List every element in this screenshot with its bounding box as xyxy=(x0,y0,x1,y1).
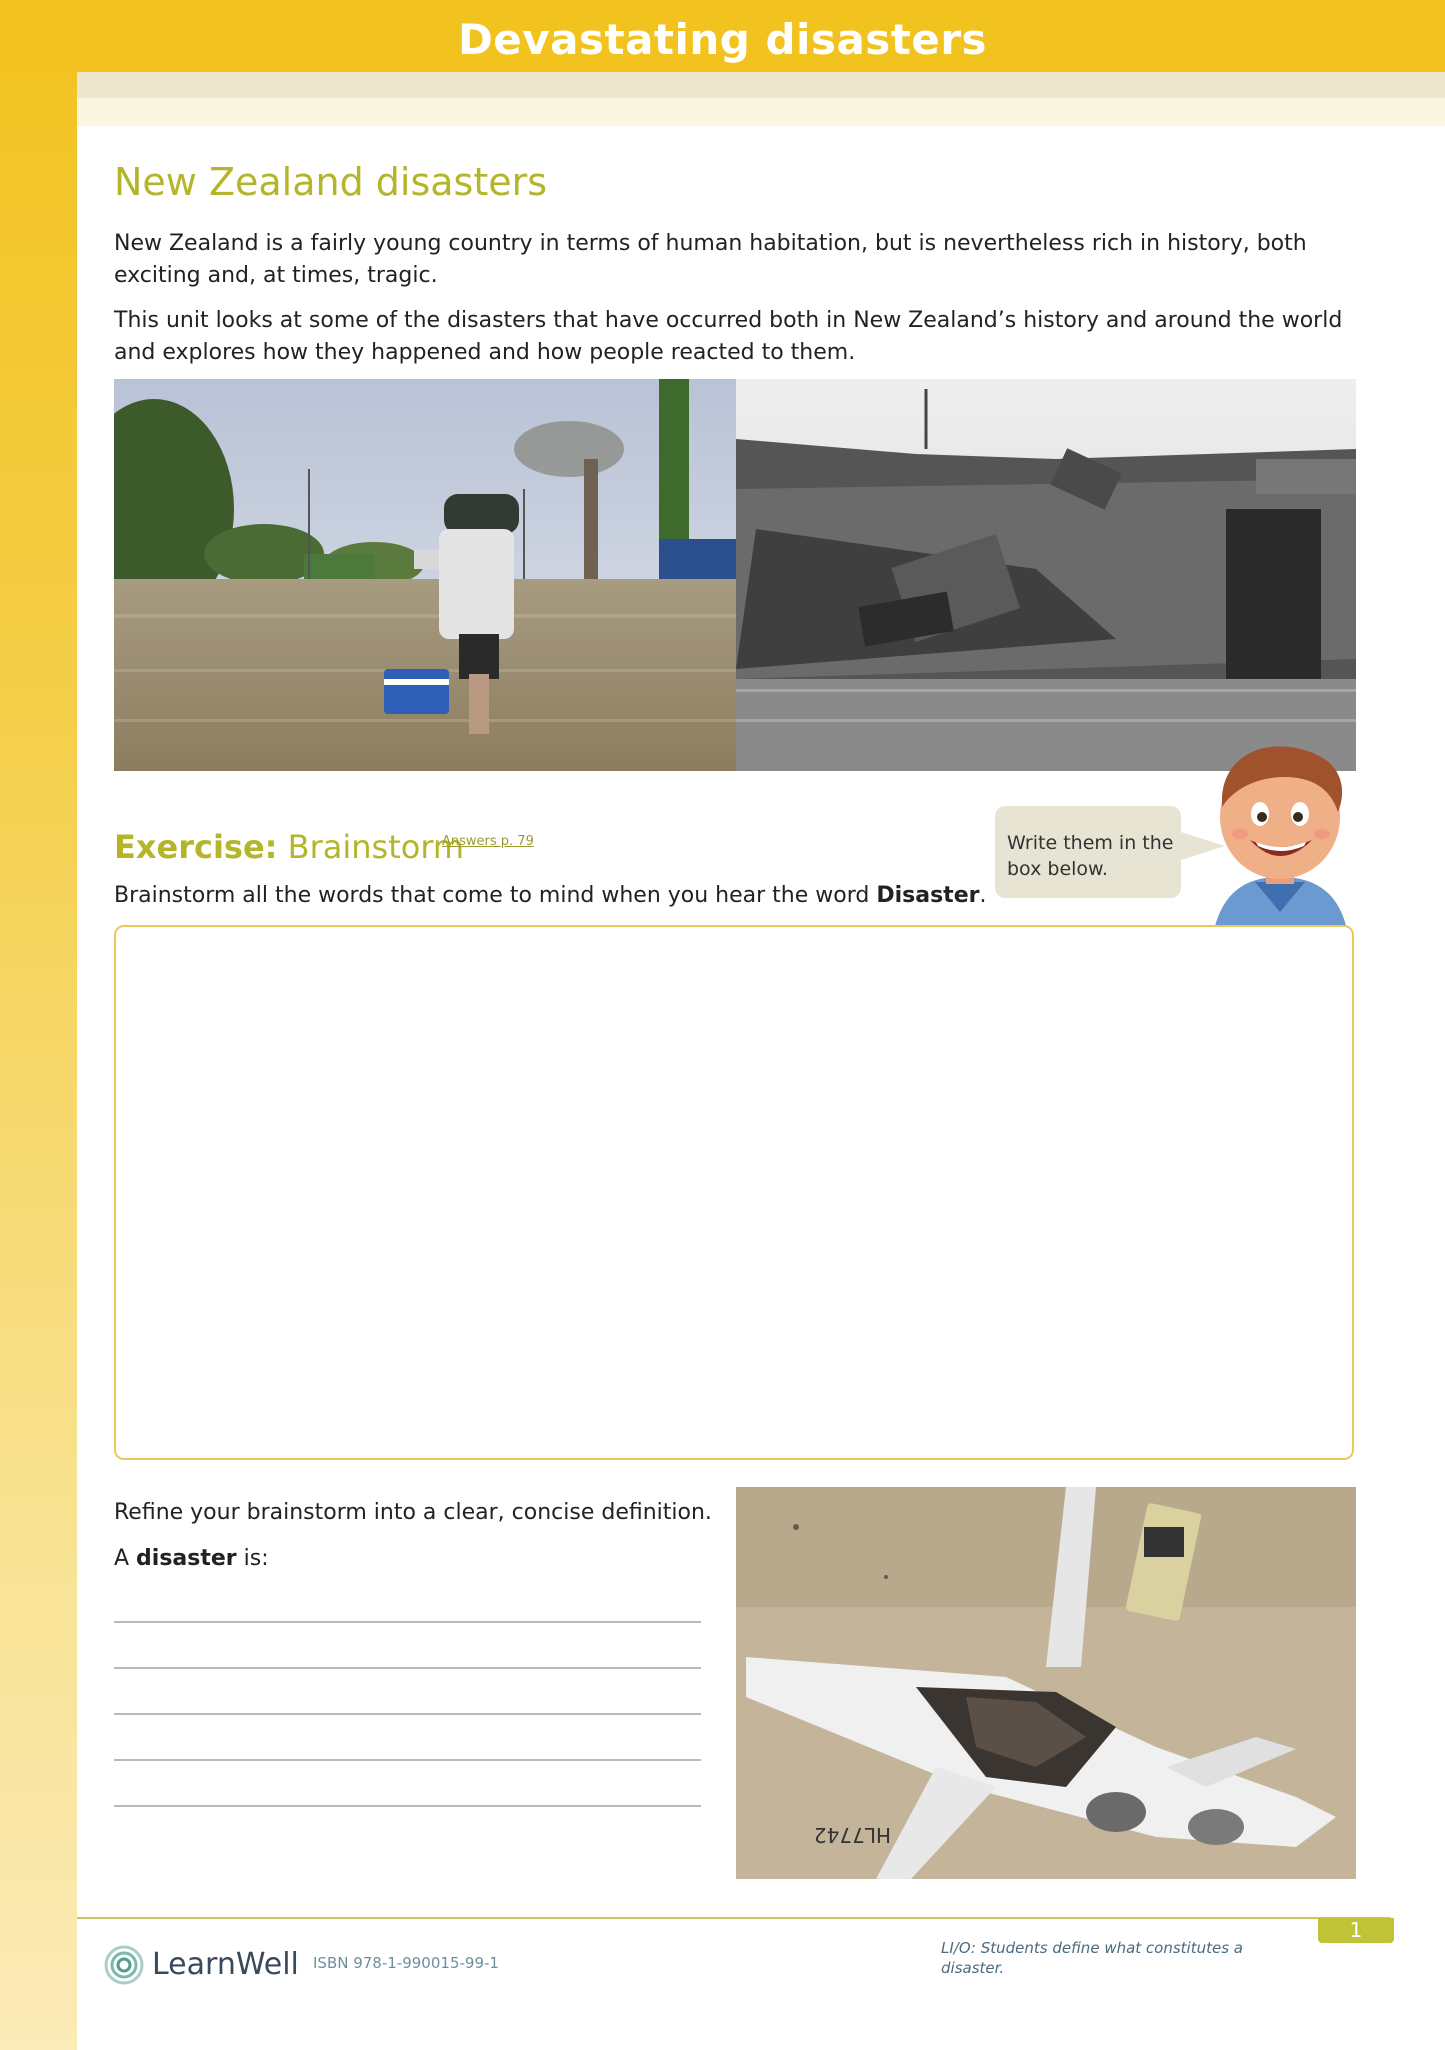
definition-answer-line[interactable] xyxy=(114,1621,701,1623)
train-wreck-photo xyxy=(736,379,1356,771)
page-title: Devastating disasters xyxy=(457,15,988,64)
definition-label-start: A xyxy=(114,1546,137,1571)
exercise-title: Brainstorm xyxy=(287,828,465,866)
definition-label xyxy=(114,1546,269,1571)
learnwell-logo-icon xyxy=(104,1945,144,1985)
definition-answer-line[interactable] xyxy=(114,1667,701,1669)
footer-divider xyxy=(77,1917,1391,1919)
flood-photo xyxy=(114,379,736,771)
header-band-light xyxy=(77,98,1445,126)
intro-paragraph-2: This unit looks at some of the disasters that have occurred both in New Zealand’s history and around the world and explores how they happened and how people reacted to them. xyxy=(114,308,1343,365)
plane-crash-photo xyxy=(736,1487,1356,1879)
isbn: ISBN 978-1-990015-99-1 xyxy=(313,1954,499,1972)
exercise-heading xyxy=(114,828,464,866)
left-decorative-strip xyxy=(0,0,77,2050)
page-number: 1 xyxy=(1318,1918,1394,1943)
plane-tail-registration: HL7742 xyxy=(813,1823,891,1847)
instruction-end: . xyxy=(979,883,987,908)
section-title: New Zealand disasters xyxy=(114,160,548,204)
definition-label-end: is: xyxy=(236,1546,269,1571)
answers-link[interactable]: Answers p. 79 xyxy=(442,834,534,849)
cartoon-boy-illustration xyxy=(1200,742,1360,956)
definition-label-bold: disaster xyxy=(136,1546,237,1571)
definition-answer-line[interactable] xyxy=(114,1759,701,1761)
definition-answer-line[interactable] xyxy=(114,1713,701,1715)
instruction-text: Brainstorm all the words that come to mind when you hear the word xyxy=(114,883,877,908)
exercise-instruction xyxy=(114,883,986,908)
brainstorm-answer-box[interactable] xyxy=(114,925,1354,1460)
intro-paragraph-1: New Zealand is a fairly young country in terms of human habitation, but is nevertheless rich in history, both exciting and, at times, tragic. xyxy=(114,231,1307,288)
instruction-bold: Disaster xyxy=(876,883,980,908)
speech-bubble-text: Write them in the box below. xyxy=(1007,832,1174,880)
definition-answer-line[interactable] xyxy=(114,1805,701,1807)
brand-name: LearnWell xyxy=(152,1947,299,1982)
header-band xyxy=(77,72,1445,98)
refine-instruction: Refine your brainstorm into a clear, concise definition. xyxy=(114,1500,712,1525)
learning-intention: LI/O: Students define what constitutes a disaster. xyxy=(941,1939,1243,1977)
exercise-prefix: Exercise: xyxy=(114,828,278,866)
